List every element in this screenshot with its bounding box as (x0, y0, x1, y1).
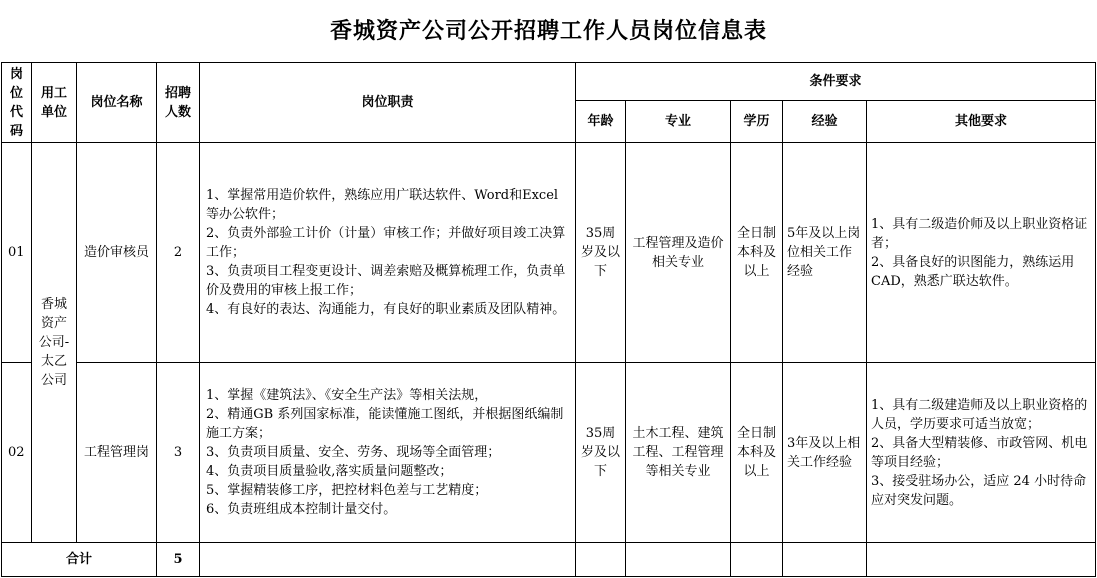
header-other: 其他要求 (867, 101, 1096, 143)
total-row (2, 543, 1096, 577)
empty-cell (626, 543, 731, 577)
unit-cell: 香城资产公司-太乙公司 (32, 143, 77, 543)
row-duties: 1、掌握《建筑法》、《安全生产法》等相关法规， 2、精通GB 系列国家标准，能读懂施工图纸，并根据图纸编制施工方案； 3、负责项目质量、安全、劳务、现场等全面管理； 4、负责项目质量验收,落实质量问题整改； 5、掌握精装修工序，把控材料色差与工艺精度； 6、负责班组成本控制计量交付。 (200, 363, 576, 543)
table-row (2, 363, 1096, 543)
row-education: 全日制本科及以上 (731, 143, 783, 363)
row-code: 02 (2, 363, 32, 543)
header-age: 年龄 (576, 101, 626, 143)
empty-cell (200, 543, 576, 577)
header-unit: 用工单位 (32, 63, 77, 143)
page-title: 香城资产公司公开招聘工作人员岗位信息表 (329, 18, 767, 44)
row-name: 造价审核员 (77, 143, 157, 363)
header-duties: 岗位职责 (200, 63, 576, 143)
row-major: 工程管理及造价相关专业 (626, 143, 731, 363)
row-other: 1、具有二级建造师及以上职业资格的人员，学历要求可适当放宽； 2、具备大型精装修、市政管网、机电等项目经验； 3、接受驻场办公，适应 24 小时待命应对突发问题。 (867, 363, 1096, 543)
empty-cell (731, 543, 783, 577)
row-experience: 5年及以上岗位相关工作经验 (783, 143, 867, 363)
empty-cell (576, 543, 626, 577)
table-row (2, 143, 1096, 363)
row-name: 工程管理岗 (77, 363, 157, 543)
row-count: 3 (157, 363, 200, 543)
header-education: 学历 (731, 101, 783, 143)
row-code: 01 (2, 143, 32, 363)
row-duties: 1、掌握常用造价软件，熟练应用广联达软件、Word和Excel等办公软件； 2、负责外部验工计价（计量）审核工作；并做好项目竣工决算工作； 3、负责项目工程变更设计、调差索赔及概算梳理工作，负责单价及费用的审核上报工作； 4、有良好的表达、沟通能力，有良好的职业素质及团队精神。 (200, 143, 576, 363)
header-conditions: 条件要求 (576, 63, 1096, 101)
header-code: 岗位代码 (2, 63, 32, 143)
header-experience: 经验 (783, 101, 867, 143)
total-value: 5 (157, 543, 200, 577)
header-count: 招聘人数 (157, 63, 200, 143)
job-info-table (1, 62, 1096, 577)
empty-cell (783, 543, 867, 577)
row-experience: 3年及以上相关工作经验 (783, 363, 867, 543)
header-major: 专业 (626, 101, 731, 143)
total-label: 合计 (2, 543, 157, 577)
row-other: 1、具有二级造价师及以上职业资格证者； 2、具备良好的识图能力，熟练运用CAD，熟悉广联达软件。 (867, 143, 1096, 363)
row-education: 全日制本科及以上 (731, 363, 783, 543)
row-age: 35周岁及以下 (576, 143, 626, 363)
row-count: 2 (157, 143, 200, 363)
header-name: 岗位名称 (77, 63, 157, 143)
row-age: 35周岁及以下 (576, 363, 626, 543)
empty-cell (867, 543, 1096, 577)
row-major: 土木工程、建筑工程、工程管理等相关专业 (626, 363, 731, 543)
